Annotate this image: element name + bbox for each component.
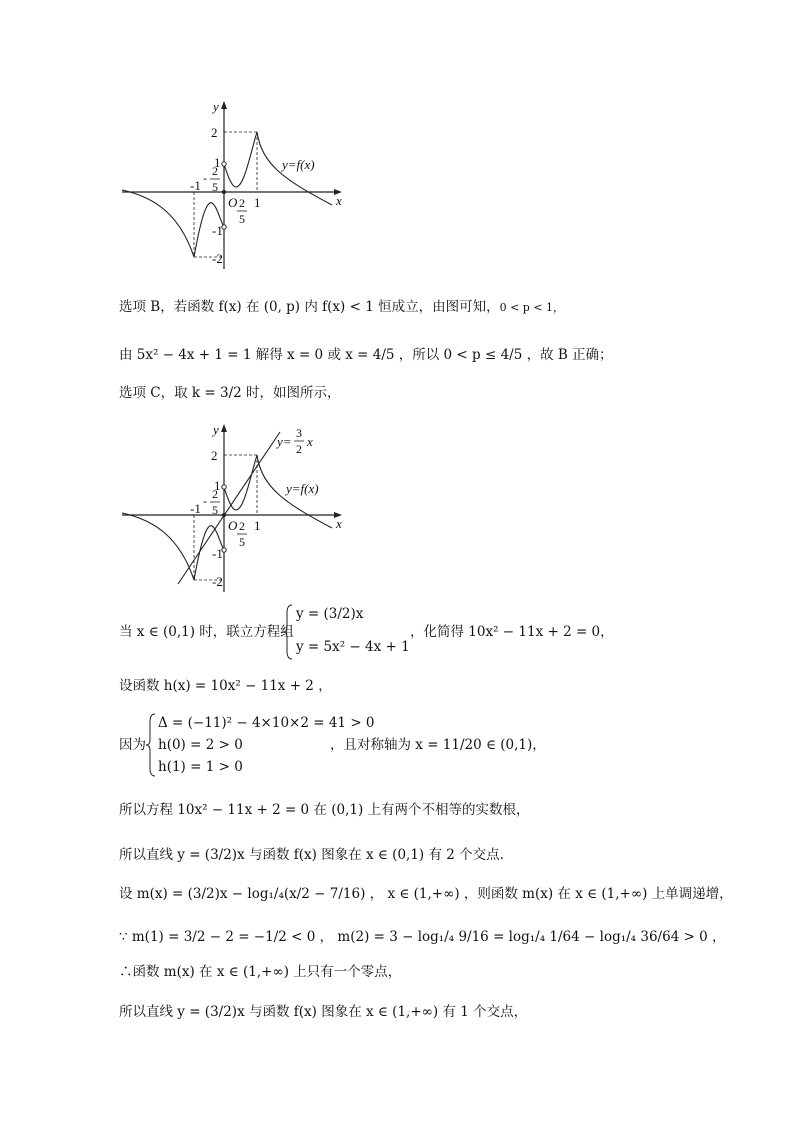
graph-2 — [110, 418, 350, 598]
svg-text:2: 2 — [212, 164, 218, 178]
system-2-eq2: h(0) = 2 > 0 — [158, 737, 243, 753]
svg-text:1: 1 — [254, 518, 261, 533]
svg-text:2: 2 — [239, 196, 245, 210]
svg-text:2: 2 — [211, 125, 218, 140]
svg-text:y: y — [213, 99, 219, 114]
line-one-intersection: 所以直线 y = (3/2)x 与函数 f(x) 图象在 x ∈ (1,+∞) 有 1 个交点， — [119, 1004, 528, 1020]
svg-text:x: x — [307, 434, 313, 449]
svg-text:1: 1 — [214, 478, 221, 493]
svg-text:5: 5 — [212, 180, 218, 194]
svg-text:3: 3 — [296, 426, 302, 440]
line-system-1: 当 x ∈ (0,1) 时，联立方程组 — [119, 624, 294, 640]
brace-1 — [282, 603, 294, 661]
line-m-values: ∵ m(1) = 3/2 − 2 = −1/2 < 0 ， m(2) = 3 − log₁/₄ 9/16 = log₁/₄ 1/64 − log₁/₄ 36/64 > 0 ， — [119, 929, 726, 945]
graph-2-svg — [110, 418, 350, 598]
curve-left-branch — [122, 190, 194, 257]
svg-text:y=: y= — [277, 434, 292, 449]
svg-text:-2: -2 — [212, 251, 223, 266]
graph-1-svg — [110, 95, 350, 275]
brace-2 — [145, 712, 157, 778]
svg-text:y: y — [213, 422, 219, 437]
y-axis-arrow — [221, 101, 227, 109]
line-option-c: 选项 C，取 k = 3/2 时，如图所示， — [119, 385, 341, 401]
svg-text:2: 2 — [212, 487, 218, 501]
svg-text:2: 2 — [239, 519, 245, 533]
svg-text:5: 5 — [212, 503, 218, 517]
svg-text:5: 5 — [239, 212, 245, 226]
svg-text:y=f(x): y=f(x) — [282, 157, 315, 172]
svg-text:-1: -1 — [190, 501, 201, 516]
svg-text:y=f(x): y=f(x) — [286, 481, 319, 496]
system-1-eq2: y = 5x² − 4x + 1 — [296, 639, 410, 655]
system-1-eq1: y = (3/2)x — [296, 606, 364, 622]
graph-1 — [110, 95, 350, 275]
svg-text:2: 2 — [296, 442, 302, 456]
line-define-h: 设函数 h(x) = 10x² − 11x + 2 ， — [119, 678, 332, 694]
svg-text:O: O — [228, 195, 238, 210]
line-option-b: 选项 B，若函数 f(x) 在 (0, p) 内 f(x) < 1 恒成立，由图可知，0 < p < 1， — [119, 299, 565, 315]
svg-text:-1: -1 — [212, 223, 223, 238]
svg-text:-: - — [203, 171, 207, 185]
svg-text:1: 1 — [214, 155, 221, 170]
system-2-eq1: Δ = (−11)² − 4×10×2 = 41 > 0 — [158, 715, 375, 731]
line-because: 因为 — [119, 737, 146, 753]
line-solve: 由 5x² − 4x + 1 = 1 解得 x = 0 或 x = 4/5 ，所以 0 < p ≤ 4/5 ，故 B 正确； — [119, 347, 613, 363]
line-define-m: 设 m(x) = (3/2)x − log₁/₄(x/2 − 7/16) ， x ∈ (1,+∞) ，则函数 m(x) 在 x ∈ (1,+∞) 上单调递增， — [119, 886, 733, 902]
line-two-intersections: 所以直线 y = (3/2)x 与函数 f(x) 图象在 x ∈ (0,1) 有 2 个交点. — [119, 847, 504, 863]
system-2-eq3: h(1) = 1 > 0 — [158, 759, 243, 775]
svg-text:x: x — [336, 516, 342, 531]
svg-text:O: O — [228, 518, 238, 533]
line-system-1-result: ，化简得 10x² − 11x + 2 = 0， — [410, 624, 614, 640]
svg-text:-1: -1 — [190, 178, 201, 193]
line-two-roots: 所以方程 10x² − 11x + 2 = 0 在 (0,1) 上有两个不相等的实数根， — [119, 802, 530, 818]
svg-text:-2: -2 — [212, 574, 223, 589]
svg-text:5: 5 — [239, 535, 245, 549]
svg-text:1: 1 — [254, 195, 261, 210]
curve-valley — [224, 132, 257, 187]
line-one-zero: ∴函数 m(x) 在 x ∈ (1,+∞) 上只有一个零点， — [119, 964, 402, 980]
line-axis-of-symmetry: ，且对称轴为 x = 11/20 ∈ (0,1)， — [330, 737, 546, 753]
svg-text:-1: -1 — [212, 546, 223, 561]
svg-text:-: - — [203, 494, 207, 508]
svg-text:x: x — [336, 193, 342, 208]
svg-text:2: 2 — [211, 448, 218, 463]
